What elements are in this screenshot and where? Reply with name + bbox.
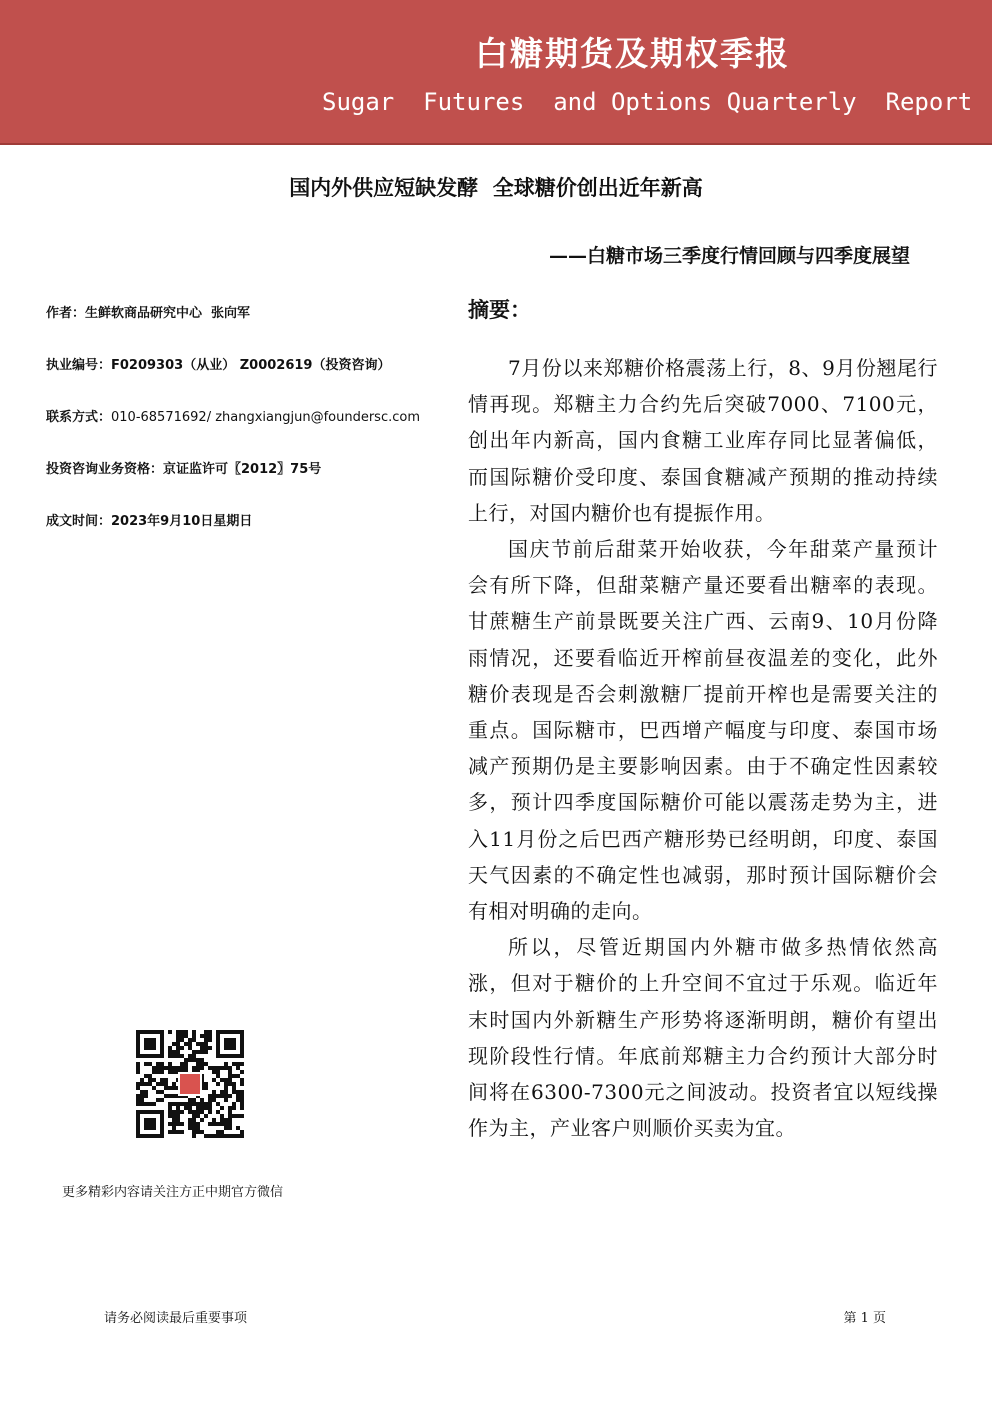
article-headline: 国内外供应短缺发酵 全球糖价创出近年新高 (289, 175, 703, 200)
qr-caption: 更多精彩内容请关注方正中期官方微信 (62, 1185, 284, 1200)
article-subtitle: ——白糖市场三季度行情回顾与四季度展望 (548, 245, 910, 267)
contact-label: 联系方式： (46, 410, 112, 425)
abstract-paragraph: 所以，尽管近期国内外糖市做多热情依然高涨，但对于糖价的上升空间不宜过于乐观。临近年末时国内外新糖生产形势将逐渐明朗，糖价有望出现阶段性行情。年底前郑糖主力合约预计大部分时间将在6300-7300元之间波动。投资者宜以短线操作为主，产业客户则顺价买卖为宜。 (468, 935, 938, 1141)
header-banner (0, 0, 992, 145)
date-line: 成文时间：2023年9月10日星期日 (46, 514, 253, 529)
abstract-body (468, 350, 938, 1146)
report-title-en: Sugar Futures and Options Quarterly Report (322, 88, 973, 116)
abstract-paragraph: 国庆节前后甜菜开始收获，今年甜菜产量预计会有所下降，但甜菜糖产量还要看出糖率的表现。甘蔗糖生产前景既要关注广西、云南9、10月份降雨情况，还要看临近开榨前昼夜温差的变化，此外糖价表现是否会刺激糖厂提前开榨也是需要关注的重点。国际糖市，巴西增产幅度与印度、泰国市场减产预期仍是主要影响因素。由于不确定性因素较多，预计四季度国际糖价可能以震荡走势为主，进入11月份之后巴西产糖形势已经明朗，印度、泰国天气因素的不确定性也减弱，那时预计国际糖价会有相对明确的走向。 (468, 537, 938, 924)
footer-notice: 请务必阅读最后重要事项 (104, 1311, 248, 1326)
license-line: 执业编号：F0209303（从业） Z0002619（投资咨询） (46, 358, 391, 373)
qr-code-icon (136, 1030, 244, 1138)
brand-logo-icon (178, 1072, 202, 1096)
abstract-paragraph: 7月份以来郑糖价格震荡上行，8、9月份翘尾行情再现。郑糖主力合约先后突破7000、7100元，创出年内新高，国内食糖工业库存同比显著偏低，而国际糖价受印度、泰国食糖减产预期的推动持续上行，对国内糖价也有提振作用。 (468, 356, 938, 525)
page-number: 第 1 页 (843, 1311, 886, 1326)
author-line: 作者：生鲜软商品研究中心 张向军 (46, 306, 251, 321)
abstract-heading: 摘要： (468, 297, 531, 322)
qualification-line: 投资咨询业务资格：京证监许可〖2012〗75号 (46, 462, 322, 477)
contact-line (46, 406, 420, 425)
contact-value: 010-68571692/ zhangxiangjun@foundersc.com (111, 410, 420, 425)
report-title-cn: 白糖期货及期权季报 (475, 34, 790, 73)
